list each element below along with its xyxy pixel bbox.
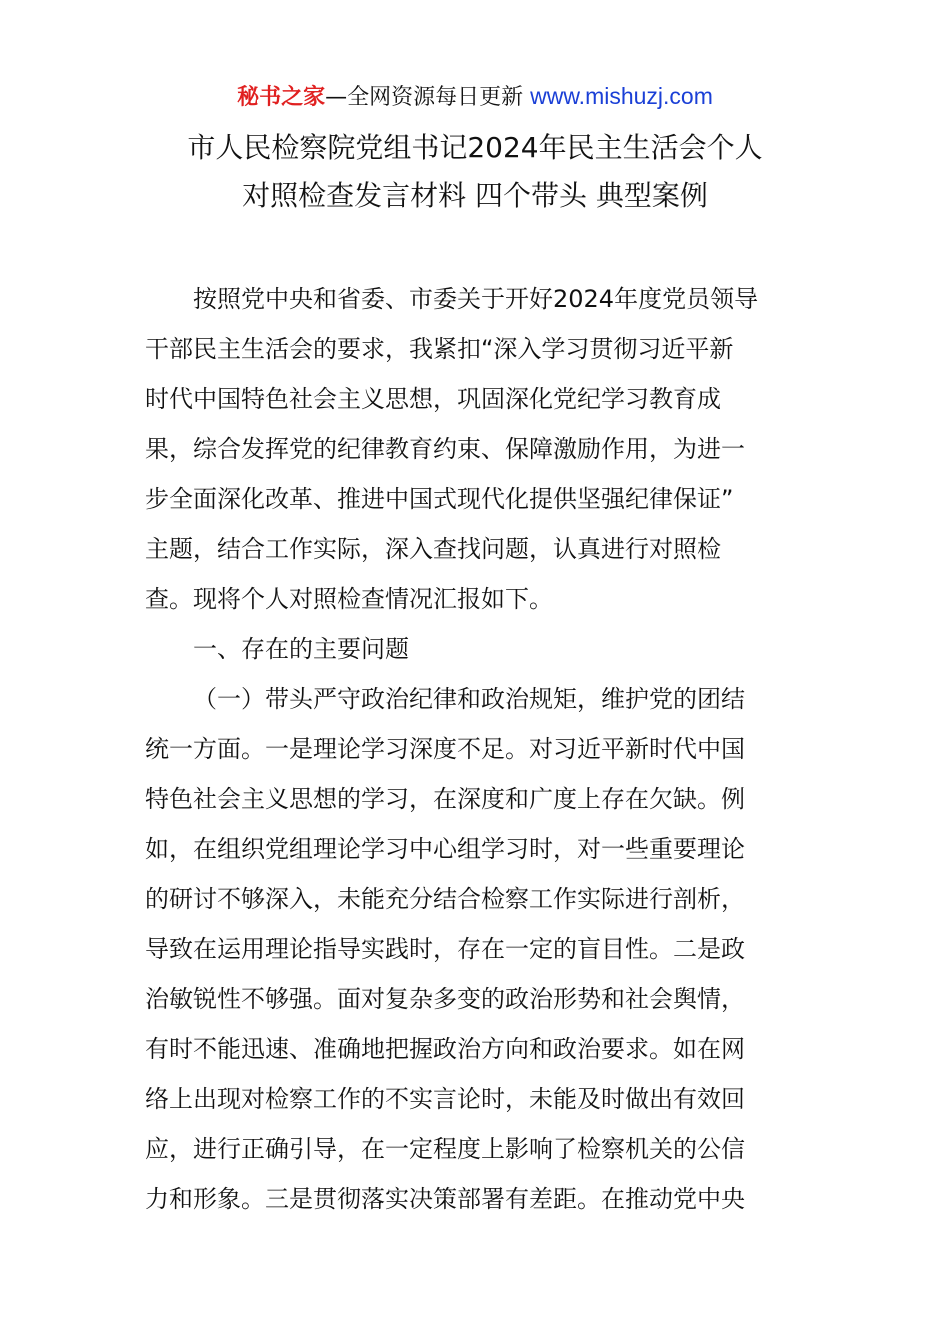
body-line: 按照党中央和省委、市委关于开好2024年度党员领导 [193, 285, 759, 313]
body-line: 时代中国特色社会主义思想，巩固深化党纪学习教育成 [145, 385, 721, 413]
body-line: 应，进行正确引导，在一定程度上影响了检察机关的公信 [145, 1135, 745, 1163]
body-line: 步全面深化改革、推进中国式现代化提供坚强纪律保证” [145, 485, 734, 513]
section-heading: 一、存在的主要问题 [193, 635, 409, 663]
site-header [0, 80, 950, 114]
body-line: 主题，结合工作实际，深入查找问题，认真进行对照检 [145, 535, 721, 563]
title-line-1: 市人民检察院党组书记2024年民主生活会个人 [187, 131, 763, 164]
site-url-link[interactable]: www.mishuzj.com [530, 83, 713, 109]
body-line: 络上出现对检察工作的不实言论时，未能及时做出有效回 [145, 1085, 745, 1113]
body-line: 果，综合发挥党的纪律教育约束、保障激励作用，为进一 [145, 435, 745, 463]
body-line: 统一方面。一是理论学习深度不足。对习近平新时代中国 [145, 735, 745, 763]
body-line: 查。现将个人对照检查情况汇报如下。 [145, 585, 553, 613]
site-brand: 秘书之家 [237, 85, 326, 110]
body-line: （一）带头严守政治纪律和政治规矩，维护党的团结 [193, 685, 745, 713]
site-tagline: —全网资源每日更新 [325, 85, 524, 110]
body-line: 治敏锐性不够强。面对复杂多变的政治形势和社会舆情， [145, 985, 745, 1013]
document-body [145, 274, 807, 1224]
body-line: 力和形象。三是贯彻落实决策部署有差距。在推动党中央 [145, 1185, 745, 1213]
body-line: 的研讨不够深入，未能充分结合检察工作实际进行剖析， [145, 885, 745, 913]
body-line: 如，在组织党组理论学习中心组学习时，对一些重要理论 [145, 835, 745, 863]
body-line: 导致在运用理论指导实践时，存在一定的盲目性。二是政 [145, 935, 745, 963]
title-line-2: 对照检查发言材料 四个带头 典型案例 [242, 179, 708, 212]
document-title [100, 124, 850, 220]
body-line: 有时不能迅速、准确地把握政治方向和政治要求。如在网 [145, 1035, 745, 1063]
body-line: 特色社会主义思想的学习，在深度和广度上存在欠缺。例 [145, 785, 745, 813]
body-line: 干部民主生活会的要求，我紧扣“深入学习贯彻习近平新 [145, 335, 734, 363]
